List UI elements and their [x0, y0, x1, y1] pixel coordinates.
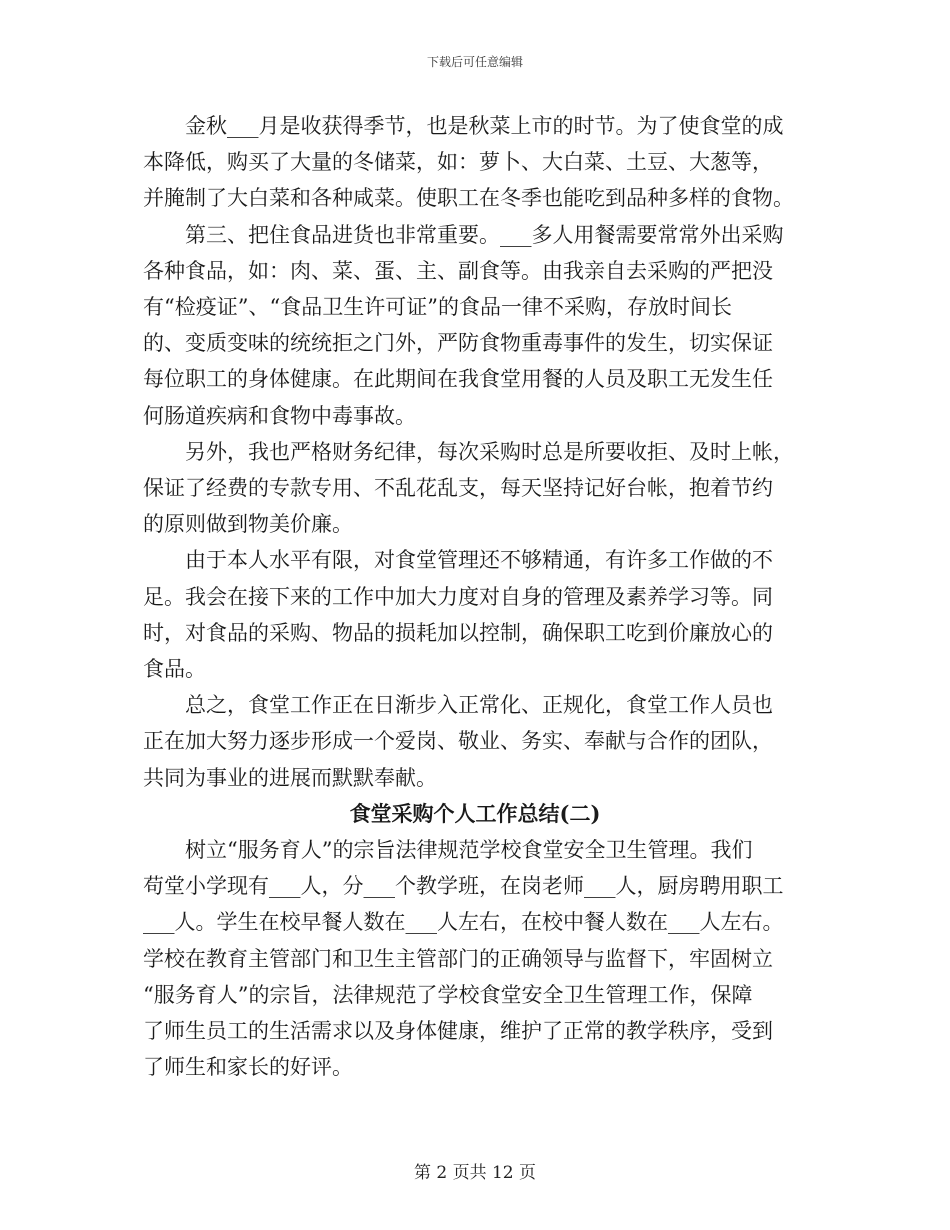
text-line: 的、变质变味的统统拒之门外，严防食物重毒事件的发生，切实保证: [143, 331, 773, 356]
text-line: 时，对食品的采购、物品的损耗加以控制，确保职工吃到价廉放心的: [143, 620, 773, 645]
paragraph-autumn-vegetables: [143, 108, 807, 217]
text-line: 金秋___月是收获得季节，也是秋菜上市的时节。为了使食堂的成: [185, 114, 784, 138]
text-line: 另外，我也严格财务纪律，每次采购时总是所要收拒、及时上帐，: [185, 439, 794, 464]
text-line: 由于本人水平有限，对食堂管理还不够精通，有许多工作做的不: [185, 548, 773, 573]
text-line: 了师生和家长的好评。: [143, 1055, 353, 1080]
page-header-note: 下载后可任意编辑: [426, 55, 523, 69]
text-line: 每位职工的身体健康。在此期间在我食堂用餐的人员及职工无发生任: [143, 367, 773, 392]
text-line: 有“检疫证”、“食品卫生许可证”的食品一律不采购，存放时间长: [143, 295, 732, 320]
text-line: 正在加大努力逐步形成一个爱岗、敬业、务实、奉献与合作的团队，: [143, 729, 773, 754]
text-line: 保证了经费的专款专用、不乱花乱支，每天坚持记好台帐，抱着节约: [143, 476, 773, 501]
text-line: 各种食品，如：肉、菜、蛋、主、副食等。由我亲自去采购的严把没: [143, 258, 773, 283]
text-line: 第三、把住食品进货也非常重要。___多人用餐需要常常外出采购: [185, 222, 784, 247]
section-title: 食堂采购个人工作总结(二): [349, 800, 601, 826]
text-line: ___人。学生在校早餐人数在___人左右，在校中餐人数在___人左右。: [143, 910, 784, 935]
text-line: 了师生员工的生活需求以及身体健康，维护了正常的教学秩序，受到: [143, 1019, 773, 1044]
text-line: 何肠道疾病和食物中毒事故。: [143, 403, 416, 428]
text-line: 本降低，购买了大量的冬储菜，如：萝卜、大白菜、土豆、大葱等，: [143, 150, 773, 175]
text-line: 总之，食堂工作正在日渐步入正常化、正规化，食堂工作人员也: [185, 693, 773, 718]
text-line: 苟堂小学现有___人，分___个教学班，在岗老师___人，厨房聘用职工: [143, 874, 784, 899]
text-line: 并腌制了大白菜和各种咸菜。使职工在冬季也能吃到品种多样的食物。: [143, 186, 794, 211]
text-line: 食品。: [143, 657, 206, 682]
text-line: “服务育人”的宗旨，法律规范了学校食堂安全卫生管理工作，保障: [143, 982, 753, 1007]
text-line: 足。我会在接下来的工作中加大力度对自身的管理及素养学习等。同: [143, 584, 773, 609]
paragraph-shortcomings: [143, 542, 807, 687]
paragraph-food-purchasing: [143, 217, 807, 434]
paragraph-finance-discipline: [143, 434, 807, 543]
text-line: 的原则做到物美价廉。: [143, 512, 353, 537]
paragraph-school-canteen: [143, 832, 807, 1085]
page-number: 第 2 页共 12 页: [413, 1163, 537, 1183]
paragraph-conclusion: [143, 687, 807, 796]
text-line: 学校在教育主管部门和卫生主管部门的正确领导与监督下，牢固树立: [143, 946, 773, 971]
text-line: 树立“服务育人”的宗旨法律规范学校食堂安全卫生管理。我们: [185, 838, 753, 863]
text-line: 共同为事业的进展而默默奉献。: [143, 765, 437, 790]
document-body: [143, 108, 807, 1085]
